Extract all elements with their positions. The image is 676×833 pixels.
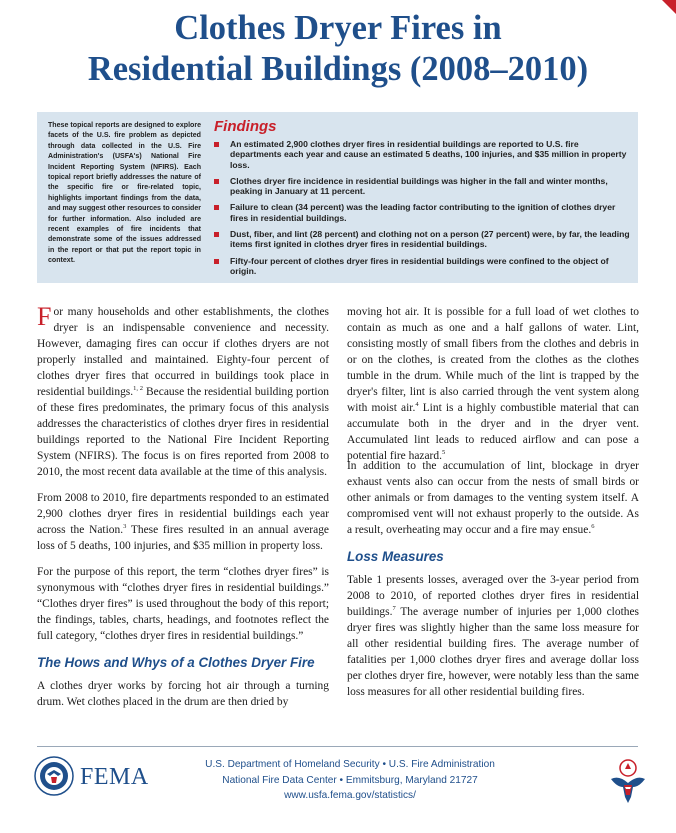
paragraph-text: A clothes dryer works by forcing hot air through a turning drum. Wet clothes placed in the drum are then dried by: [37, 680, 329, 708]
section-heading-loss: Loss Measures: [347, 549, 444, 564]
finding-text: Fifty-four percent of clothes dryer fires in residential buildings were confined to the object of origin.: [230, 255, 609, 276]
body-column-left: [37, 304, 329, 710]
bullet-icon: [214, 142, 219, 147]
finding-text: Failure to clean (34 percent) was the leading factor contributing to the ignition of clothes dryer fires in residential buildings.: [230, 202, 616, 223]
finding-item: [214, 229, 630, 250]
footer-line-1: U.S. Department of Homeland Security • U.S. Fire Administration: [205, 759, 495, 770]
findings-list: [214, 139, 630, 276]
section-heading-hows: The Hows and Whys of a Clothes Dryer Fire: [37, 655, 315, 670]
finding-item: [214, 256, 630, 277]
body-paragraph: [37, 304, 329, 480]
body-paragraph: [347, 304, 639, 462]
footnote-ref: 3: [123, 523, 127, 531]
bullet-icon: [214, 205, 219, 210]
page-title: [0, 8, 676, 90]
footnote-ref: 4: [415, 401, 419, 409]
footer-line-2: National Fire Data Center • Emmitsburg, Maryland 21727: [222, 774, 478, 786]
finding-item: [214, 176, 630, 197]
title-line-2: Residential Buildings (2008–2010): [87, 50, 589, 88]
paragraph-text: From 2008 to 2010, fire departments responded to an estimated 2,900 clothes dryer fires in residential buildings each year across the Nation.: [37, 492, 329, 536]
paragraph-text: Table 1 presents losses, averaged over the 3-year period from 2008 to 2010, of reported clothes dryer fires in residential buildings.: [347, 574, 639, 618]
footnote-ref: 6: [591, 523, 595, 531]
finding-item: [214, 139, 630, 170]
body-column-right: [347, 304, 639, 710]
body-paragraph: [37, 678, 329, 710]
footnote-ref: 5: [441, 449, 446, 457]
bullet-icon: [214, 179, 219, 184]
fema-wordmark: FEMA: [80, 764, 149, 790]
footer-url-link[interactable]: www.usfa.fema.gov/statistics/: [284, 790, 416, 801]
finding-text: Dust, fiber, and lint (28 percent) and clothing not on a person (27 percent) were, by far, the leading items first ignited in clothes dryer fires in residential buildings.: [230, 229, 630, 250]
footnote-ref: 1, 2: [133, 385, 144, 393]
paragraph-text: Because the residential building portion of these fires predominates, the primary focus of this analysis addresses the characteristics of clothes dryer fires in residential buildings reported to the National Fire Incident Reporting System (NFIRS). The focus is on fires reported from 2008 to 2010, the most recent data available at the time of this analysis.: [37, 386, 330, 478]
body-paragraph: For the purpose of this report, the term “clothes dryer fires” is synonymous with “clothes dryer fires in residential buildings.” “Clothes dryer fires” is used throughout the body of this report; the findings, tables, charts, headings, and footnotes reflect the full category, “clothes dryer fires in residential buildings.”: [37, 566, 329, 642]
paragraph-text: or many households and other establishments, the clothes dryer is an indispensable convenience and necessity. However, damaging fires can occur if clothes dryers are not properly installed and maintained. Eighty-four percent of clothes dryer fires that occurred in buildings took place in residential buildings.: [37, 306, 329, 398]
drop-cap: F: [37, 302, 52, 331]
finding-text: Clothes dryer fire incidence in residential buildings was higher in the fall and winter months, peaking in January at 11 percent.: [230, 175, 608, 197]
body-paragraph: [347, 458, 639, 538]
body-paragraph: [347, 572, 639, 700]
findings-heading: Findings: [214, 118, 277, 135]
footer-text: [200, 757, 500, 804]
bullet-icon: [214, 232, 219, 237]
intro-text: These topical reports are designed to explore facets of the U.S. fire problem as depicted through data collected in the U.S. Fire Administration's (USFA's) National Fire Incident Reporting System (NFIRS). Each topical report briefly addresses the nature of the specific fire or fire-related topic, highlights important findings from the data, and may suggest other resources to consider for further information. Also included are recent examples of fire incidents that demonstrate some of the issues addressed in the report or that put the report topic in context.: [48, 122, 201, 265]
title-line-1: Clothes Dryer Fires in: [174, 9, 502, 47]
bullet-icon: [214, 259, 219, 264]
footer-divider: [37, 746, 638, 747]
usfa-eagle-icon: [609, 757, 647, 805]
dhs-seal-icon: [34, 756, 74, 796]
body-paragraph: [37, 490, 329, 554]
paragraph-text: The average number of injuries per 1,000 clothes dryer fires was slightly higher than the same loss measure for all other residential building fires. The average number of fatalities per 1,000 clothes dryer fires and average dollar loss per clothes dryer fire, however, were notably less than the same loss measures for all other residential building fires.: [347, 606, 639, 698]
paragraph-text: These fires resulted in an annual average loss of 5 deaths, 100 injuries, and $35 million in property loss.: [37, 524, 329, 552]
paragraph-text: Lint is a highly combustible material that can accumulate both in the dryer and in the dryer vent. Accumulated lint leads to reduced airflow and can pose a potential fire hazard.: [347, 402, 639, 462]
finding-text: An estimated 2,900 clothes dryer fires in residential buildings are reported to U.S. fire departments each year and cause an estimated 5 deaths, 100 injuries, and $35 million in property loss.: [230, 139, 627, 170]
finding-item: [214, 202, 630, 223]
footnote-ref: 7: [392, 605, 396, 613]
paragraph-text: moving hot air. It is possible for a full load of wet clothes to contain as much as one and a half gallons of water. Lint, consisting mostly of small fibers from the clothes and debris in or on the clothes, is created from the clothes as the clothes tumble in the drum. While much of the lint is trapped by the dryer's filter, lint is also carried through the vent system along with moist air.: [347, 306, 639, 414]
paragraph-text: In addition to the accumulation of lint, blockage in dryer exhaust vents also can occur from the nests of small birds or other animals or from damages to the venting system itself. A compromised vent will not exhaust properly to the outside. As a result, overheating may occur and a fire may ensue.: [347, 460, 639, 536]
findings-section: [214, 118, 630, 282]
